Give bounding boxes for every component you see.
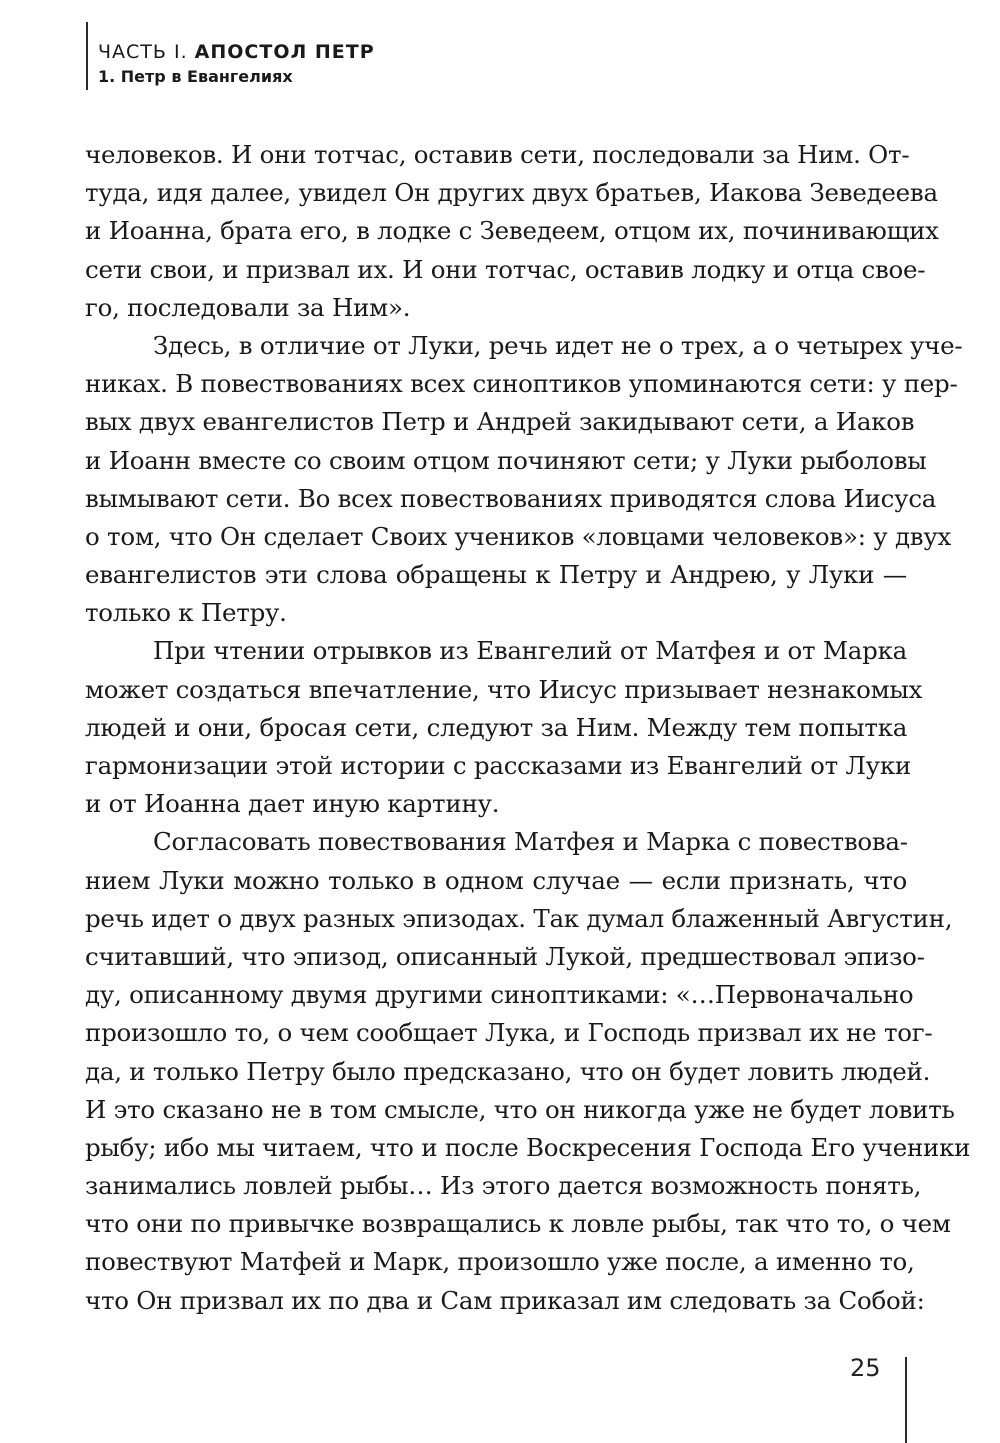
chapter-heading: 1. Петр в Евангелиях — [98, 67, 293, 86]
part-heading — [98, 40, 375, 64]
text-line: вымывают сети. Во всех повествованиях приводятся слова Иисуса — [85, 483, 937, 513]
text-line: произошло то, о чем сообщает Лука, и Господь призвал их не тог- — [85, 1018, 933, 1048]
text-line: что Он призвал их по два и Сам приказал им следовать за Собой: — [85, 1285, 925, 1315]
part-title: АПОСТОЛ ПЕТР — [194, 41, 375, 63]
text-line: и Иоанна, брата его, в лодке с Зеведеем, отцом их, починивающих — [85, 216, 939, 246]
text-line: И это сказано не в том смысле, что он никогда уже не будет ловить — [85, 1094, 955, 1124]
text-line: человеков. И они тотчас, оставив сети, последовали за Ним. От- — [85, 140, 910, 169]
text-line: да, и только Петру было предсказано, что он будет ловить людей. — [85, 1056, 931, 1086]
text-line: го, последовали за Ним». — [85, 292, 411, 322]
text-line: может создаться впечатление, что Иисус призывает незнакомых — [85, 674, 923, 704]
body-text — [85, 136, 971, 1320]
text-line: Здесь, в отличие от Луки, речь идет не о трех, а о четырех уче- — [153, 330, 963, 360]
text-line: никах. В повествованиях всех синоптиков упоминаются сети: у пер- — [85, 369, 958, 399]
text-line: При чтении отрывков из Евангелий от Матфея и от Марка — [153, 636, 907, 666]
text-line: людей и они, бросая сети, следуют за Ним. Между тем попытка — [85, 712, 908, 742]
text-line: рыбу; ибо мы читаем, что и после Воскресения Господа Его ученики — [85, 1132, 971, 1162]
footer-rule — [905, 1357, 907, 1443]
running-header — [98, 40, 375, 88]
text-line: нием Луки можно только в одном случае — если признать, что — [85, 865, 907, 895]
text-line: гармонизации этой истории с рассказами из Евангелий от Луки — [85, 751, 911, 780]
text-line: повествуют Матфей и Марк, произошло уже после, а именно то, — [85, 1247, 915, 1277]
part-label: ЧАСТЬ I. — [98, 41, 195, 63]
text-line: сети свои, и призвал их. И они тотчас, оставив лодку и отца свое- — [85, 254, 926, 284]
text-line: вых двух евангелистов Петр и Андрей закидывают сети, а Иаков — [85, 407, 915, 437]
text-line: туда, идя далее, увидел Он других двух братьев, Иакова Зеведеева — [85, 178, 938, 208]
text-line: только к Петру. — [85, 598, 287, 628]
text-line: евангелистов эти слова обращены к Петру и Андрею, у Луки — — [85, 560, 907, 590]
text-line: считавший, что эпизод, описанный Лукой, предшествовал эпизо- — [85, 941, 925, 971]
text-line: и Иоанн вместе со своим отцом починяют сети; у Луки рыболовы — [85, 445, 927, 475]
text-line: и от Иоанна дает иную картину. — [85, 789, 500, 819]
text-line: речь идет о двух разных эпизодах. Так думал блаженный Августин, — [85, 903, 953, 933]
page-number: 25 — [850, 1354, 881, 1382]
header-rule — [86, 22, 88, 90]
text-line: о том, что Он сделает Своих учеников «ловцами человеков»: у двух — [85, 521, 952, 551]
text-line: ду, описанному двумя другими синоптиками: «…Первоначально — [85, 980, 914, 1010]
text-line: что они по привычке возвращались к ловле рыбы, так что то, о чем — [85, 1209, 951, 1239]
text-line: Согласовать повествования Матфея и Марка с повествова- — [153, 827, 908, 857]
text-line: занимались ловлей рыбы… Из этого дается возможность понять, — [85, 1171, 922, 1201]
